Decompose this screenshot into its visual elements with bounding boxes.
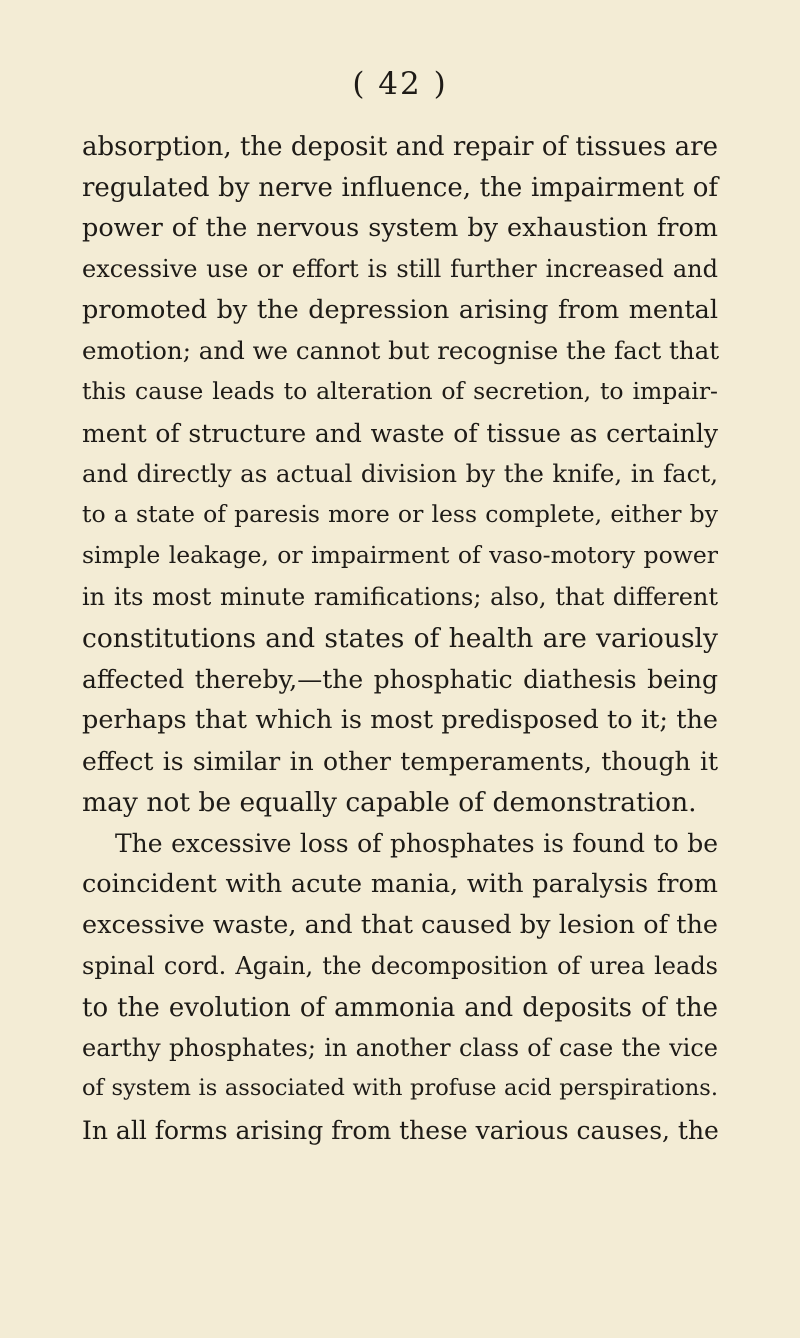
text-line: ment of structure and waste of tissue as certainly <box>82 419 718 448</box>
text-line: spinal cord. Again, the decomposition of urea leads <box>82 952 718 980</box>
text-line: this cause leads to alteration of secretion, to impair- <box>82 377 718 405</box>
text-line: regulated by nerve influence, the impairment of <box>82 173 718 203</box>
text-line: to a state of paresis more or less complete, either by <box>82 500 718 528</box>
text-line: affected thereby,—the phosphatic diathesis being <box>82 665 718 694</box>
text-line: promoted by the depression arising from mental <box>82 295 718 325</box>
text-line: excessive use or effort is still further increased and <box>82 255 718 283</box>
text-line: excessive waste, and that caused by lesion of the <box>82 910 718 940</box>
text-line: absorption, the deposit and repair of tissues are <box>82 132 718 162</box>
text-line: constitutions and states of health are variously <box>82 623 718 654</box>
text-line: earthy phosphates; in another class of case the vice <box>82 1034 718 1062</box>
text-line: in its most minute ramifications; also, that different <box>82 583 718 611</box>
text-line: may not be equally capable of demonstration. <box>82 787 697 818</box>
text-line: simple leakage, or impairment of vaso-motory power <box>82 541 718 569</box>
text-line: effect is similar in other temperaments, though it <box>82 747 718 776</box>
text-line: perhaps that which is most predisposed to it; the <box>82 705 718 735</box>
text-line: of system is associated with profuse acid perspirations. <box>82 1075 718 1101</box>
page-number: ( 42 ) <box>352 66 448 102</box>
text-line: to the evolution of ammonia and deposits of the <box>82 993 718 1023</box>
paragraph-first-line: The excessive loss of phosphates is found to be <box>115 829 718 858</box>
text-line: coincident with acute mania, with paralysis from <box>82 869 718 899</box>
text-line: and directly as actual division by the knife, in fact, <box>82 459 718 488</box>
text-line: In all forms arising from these various causes, the <box>82 1116 719 1145</box>
text-line: emotion; and we cannot but recognise the fact that <box>82 336 720 365</box>
text-line: power of the nervous system by exhaustion from <box>82 213 718 243</box>
